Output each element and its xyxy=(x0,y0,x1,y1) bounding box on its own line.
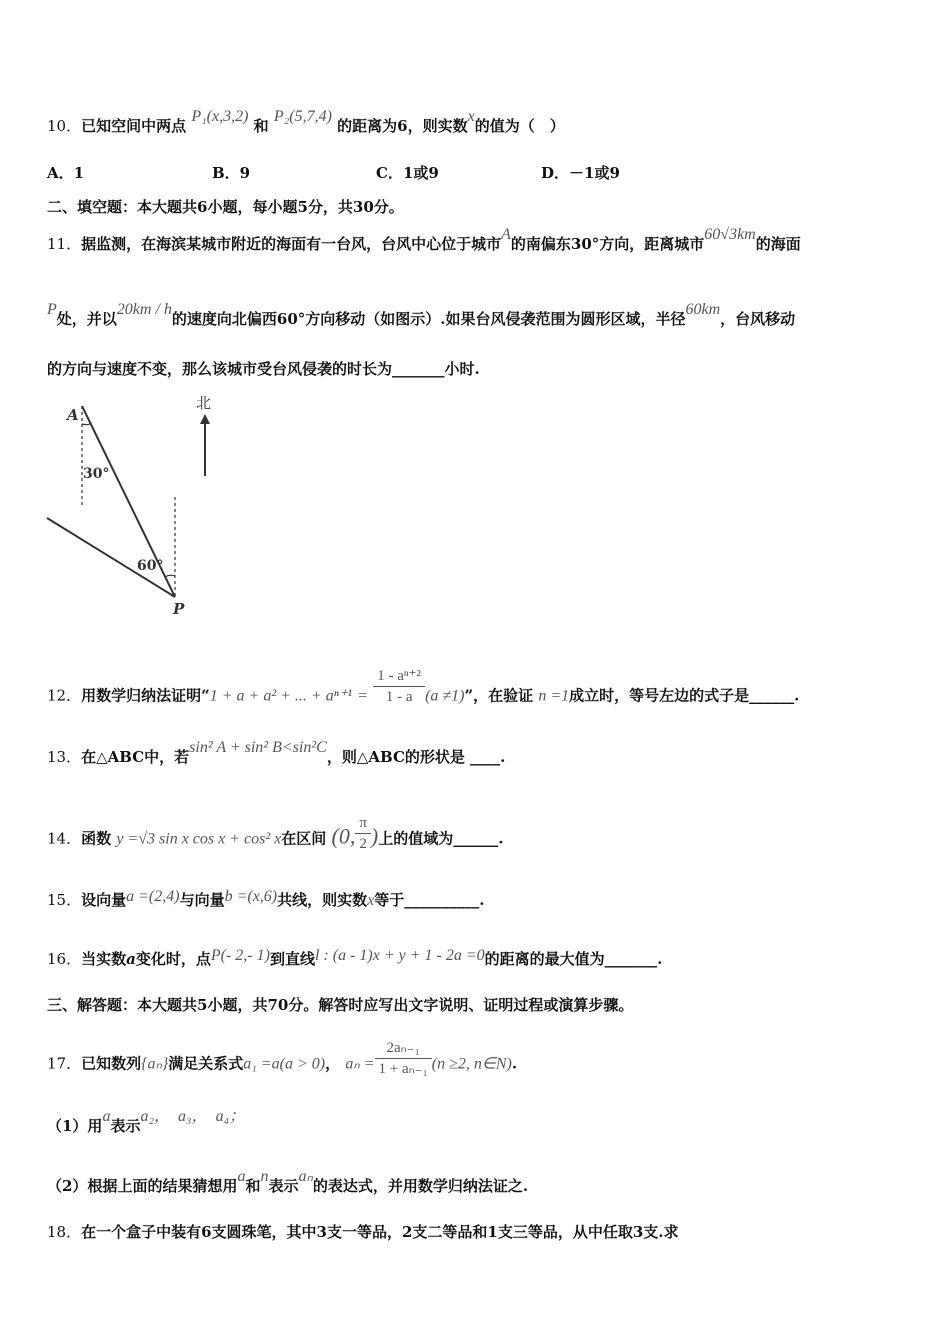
q14-interval-open: (0, xyxy=(331,823,356,849)
city-a: A xyxy=(501,226,511,243)
q14-pi-over-2 xyxy=(355,813,371,854)
q14-text-b: 在区间 xyxy=(281,829,327,848)
q12-text-c: 成立时，等号左边的式子是______. xyxy=(569,686,800,705)
north-arrowhead-icon xyxy=(200,414,210,424)
point-p1: P₁(x,3,2) xyxy=(191,108,249,125)
question-number: 16． xyxy=(47,950,82,968)
question-number: 13． xyxy=(47,748,82,766)
typhoon-figure xyxy=(45,392,245,622)
q17-end: . xyxy=(511,1054,518,1073)
section-2-header: 二、填空题：本大题共6小题，每小题5分，共30分。 xyxy=(47,198,404,216)
q17-text-b: 满足关系式 xyxy=(168,1054,244,1073)
question-number: 14． xyxy=(47,829,82,848)
point-p2: P₂(5,7,4) xyxy=(273,108,332,125)
q10-stem-a: 已知空间中两点 xyxy=(81,117,187,135)
label-a: A xyxy=(67,406,79,424)
q10-stem-b: 的距离为6，则实数 xyxy=(337,117,468,135)
q12-denominator: 1 - a xyxy=(385,689,413,705)
q17-a1: a₁ =a(a > 0) xyxy=(243,1055,326,1073)
q14-expr: y =√3 sin x cos x + cos² x xyxy=(116,830,282,848)
choice-a: A．1 xyxy=(47,164,85,182)
q17-comma: ， xyxy=(325,1054,341,1073)
q17-p1-var: a xyxy=(102,1108,111,1125)
q17-p2-text-a: （2）根据上面的结果猜想用 xyxy=(47,1177,238,1195)
angle-arc-60 xyxy=(165,575,175,577)
q17-fraction xyxy=(375,1038,432,1079)
q15-text-d: 等于__________. xyxy=(374,891,485,909)
question-17-part-1 xyxy=(47,1108,246,1137)
q12-text-a: 用数学归纳法证明“ xyxy=(81,686,210,705)
q12-lhs: 1 + a + a² + ... + aⁿ⁺¹ xyxy=(209,687,352,705)
question-11-line-2 xyxy=(47,301,796,330)
question-17-part-2 xyxy=(47,1168,529,1197)
q10-stem-c: 的值为（ ） xyxy=(474,117,565,135)
q16-text-d: 的距离的最大值为_______. xyxy=(484,950,663,968)
question-11-line-1 xyxy=(47,226,801,255)
q12-n1: n =1 xyxy=(538,687,570,705)
q14-text-a: 函数 xyxy=(81,829,112,848)
q16-point: P(- 2,- 1) xyxy=(210,947,270,964)
question-number: 12． xyxy=(47,686,82,705)
question-15 xyxy=(47,890,485,911)
q17-p2-text-b: 表示 xyxy=(268,1177,299,1195)
question-16 xyxy=(47,949,662,970)
var-x: x xyxy=(467,108,475,125)
q11-text-a: 据监测，在海滨某城市附近的海面有一台风，台风中心位于城市 xyxy=(81,235,502,253)
q17-p1-text-b: 表示 xyxy=(110,1117,141,1135)
q17-text-a: 已知数列 xyxy=(81,1054,142,1073)
label-30: 30° xyxy=(83,466,110,482)
choice-d: D．－1或9 xyxy=(541,164,620,182)
q12-condition: (a ≠1) xyxy=(425,687,465,705)
q12-fraction xyxy=(373,666,425,707)
q13-expr: sin² A + sin² B<sin²C xyxy=(189,739,327,756)
q15-text-c: 共线，则实数 xyxy=(277,891,368,909)
q12-numerator: 1 - aⁿ⁺² xyxy=(373,666,425,687)
question-14 xyxy=(47,815,504,860)
question-17 xyxy=(47,1040,518,1085)
q17-an: aₙ = xyxy=(345,1055,375,1073)
q17-p2-text-c: 的表达式，并用数学归纳法证之. xyxy=(312,1177,529,1195)
q11-text-f: ，台风移动 xyxy=(720,310,796,328)
q12-text-b: ”，在验证 xyxy=(464,686,534,705)
question-10 xyxy=(47,108,565,137)
q17-p2-and: 和 xyxy=(245,1177,261,1195)
radius: 60km xyxy=(685,301,721,318)
choice-b: B．9 xyxy=(212,164,251,182)
question-number: 17． xyxy=(47,1054,82,1073)
q11-text-b: 的南偏东30°方向，距离城市 xyxy=(510,235,705,253)
label-north: 北 xyxy=(196,394,212,412)
q16-text-b: 变化时，点 xyxy=(135,950,211,968)
point-p: P xyxy=(47,301,57,318)
q17-p1-list: a₂， a₃， a₄； xyxy=(140,1108,246,1125)
q11-text-d: 处，并以 xyxy=(56,310,117,328)
q15-vector-a: a =(2,4) xyxy=(126,888,180,905)
question-number: 11． xyxy=(47,235,82,253)
question-number: 15． xyxy=(47,891,82,909)
speed: 20km / h xyxy=(116,301,172,318)
q15-text-a: 设向量 xyxy=(81,891,127,909)
q15-x: x xyxy=(367,892,375,909)
q13-text-b: ，则△ABC的形状是 ____. xyxy=(326,748,506,766)
label-60: 60° xyxy=(137,558,164,574)
q17-denominator: 1 + aₙ₋₁ xyxy=(378,1061,428,1077)
q14-pi: π xyxy=(355,813,371,834)
distance: 60√3km xyxy=(704,226,756,243)
q17-p2-an: aₙ xyxy=(298,1168,313,1185)
q14-text-c: 上的值域为______. xyxy=(378,829,504,848)
q14-two: 2 xyxy=(359,836,367,852)
question-18 xyxy=(47,1222,679,1242)
q15-text-b: 与向量 xyxy=(179,891,225,909)
question-12 xyxy=(47,668,800,717)
question-13 xyxy=(47,739,506,768)
q12-eq: = xyxy=(357,687,369,705)
q18-text: 在一个盒子中装有6支圆珠笔，其中3支一等品，2支二等品和1支三等品，从中任取3支.求 xyxy=(81,1223,679,1241)
q16-var-a: a xyxy=(126,950,136,968)
q16-text-c: 到直线 xyxy=(269,950,315,968)
q17-p1-text-a: （1）用 xyxy=(47,1117,103,1135)
q15-vector-b: b =(x,6) xyxy=(224,888,278,905)
q11-text-e: 的速度向北偏西60°方向移动（如图示）.如果台风侵袭范围为圆形区域，半径 xyxy=(171,310,686,328)
q16-text-a: 当实数 xyxy=(81,950,127,968)
q13-text-a: 在△ABC中，若 xyxy=(81,748,190,766)
q17-p2-var-n: n xyxy=(260,1168,269,1185)
choice-c: C．1或9 xyxy=(376,164,439,182)
q11-text-c: 的海面 xyxy=(755,235,801,253)
section-3-header: 三、解答题：本大题共5小题，共70分。解答时应写出文字说明、证明过程或演算步骤。 xyxy=(47,996,634,1014)
q17-sequence: {aₙ} xyxy=(141,1055,169,1073)
q14-interval-close: ) xyxy=(370,823,379,849)
question-number: 18． xyxy=(47,1223,82,1241)
q16-line: l : (a - 1)x + y + 1 - 2a =0 xyxy=(314,947,485,964)
q17-numerator: 2aₙ₋₁ xyxy=(375,1038,432,1059)
question-number: 10． xyxy=(47,117,82,135)
q10-and: 和 xyxy=(253,117,269,135)
q17-p2-var-a: a xyxy=(237,1168,246,1185)
label-p: P xyxy=(173,600,185,618)
question-11-line-3: 的方向与速度不变，那么该城市受台风侵袭的时长为_______小时. xyxy=(47,360,480,378)
q17-condition: (n ≥2, n∈N) xyxy=(431,1055,512,1073)
